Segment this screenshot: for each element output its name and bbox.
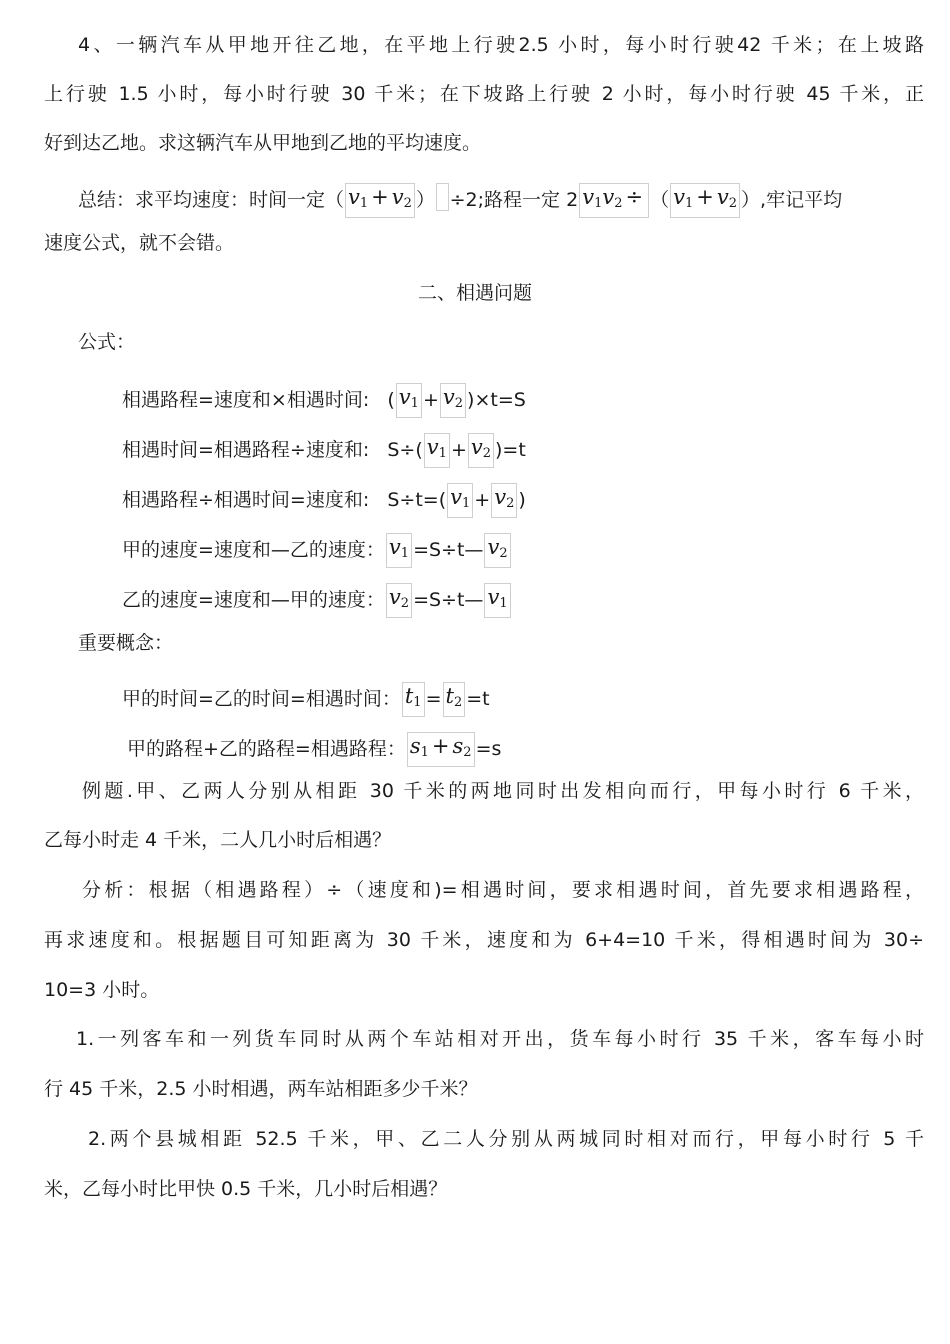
analysis-line2: 再求速度和。根据题目可知距离为 30 千米，速度和为 6+4=10 千米，得相遇时间为 30÷ bbox=[44, 929, 924, 951]
formula-blank bbox=[436, 183, 449, 211]
formula-4: 甲的速度=速度和—乙的速度： $v_1$ =S÷t— $v_2$ bbox=[122, 533, 924, 568]
exercise1-line1: 1.一列客车和一列货车同时从两个车站相对开出，货车每小时行 35 千米，客车每小时 bbox=[76, 1028, 924, 1050]
example-line2: 乙每小时走 4 千米，二人几小时后相遇？ bbox=[44, 829, 392, 851]
v1-box: $v_1$ bbox=[484, 583, 510, 618]
formula-v1-plus-v2-b: $v_1 + v_2$ bbox=[670, 183, 740, 218]
formula-5: 乙的速度=速度和—甲的速度： $v_2$ =S÷t— $v_1$ bbox=[122, 583, 924, 618]
analysis-line1: 分析：根据（相遇路程）÷（速度和)=相遇时间，要求相遇时间，首先要求相遇路程， bbox=[82, 879, 924, 901]
t2-box: $t_2$ bbox=[443, 682, 466, 717]
exercise1-line2: 行 45 千米，2.5 小时相遇，两车站相距多少千米？ bbox=[44, 1078, 478, 1100]
v2-box: $v_2$ bbox=[491, 483, 517, 518]
formula-v1-plus-v2: $v_1 + v_2$ bbox=[345, 183, 415, 218]
formula-1: 相遇路程=速度和×相遇时间: ( $v_1 + v_2$ )×t=S bbox=[122, 383, 924, 418]
formula-3: 相遇路程÷相遇时间=速度和: S÷t=( $v_1 + v_2$ ) bbox=[122, 483, 924, 518]
problem4-line2: 上行驶 1.5 小时，每小时行驶 30 千米；在下坡路上行驶 2 小时，每小时行驶 45 千米，正 bbox=[44, 83, 924, 105]
v1-box: $v_1$ bbox=[396, 383, 422, 418]
v2-box: $v_2$ bbox=[484, 533, 510, 568]
problem4-line1: 4、一辆汽车从甲地开往乙地，在平地上行驶2.5 小时，每小时行驶42 千米；在上坡路 bbox=[78, 34, 924, 56]
formula-2: 相遇时间=相遇路程÷速度和: S÷( $v_1 + v_2$ )=t bbox=[122, 433, 924, 468]
s1-plus-s2-box: $s_1 + s_2$ bbox=[407, 732, 475, 767]
concept-2: 甲的路程+乙的路程=相遇路程： $s_1 + s_2 =s$ bbox=[127, 732, 924, 767]
concepts-heading: 重要概念： bbox=[78, 632, 174, 654]
summary-prefix: 总结：求平均速度：时间一定（ bbox=[78, 189, 345, 211]
v1-box: $v_1$ bbox=[447, 483, 473, 518]
exercise2-line2: 米，乙每小时比甲快 0.5 千米，几小时后相遇？ bbox=[44, 1178, 448, 1200]
analysis-line3: 10=3 小时。 bbox=[44, 979, 160, 1001]
exercise2-line1: 2.两个县城相距 52.5 千米，甲、乙二人分别从两城同时相对而行，甲每小时行 5 千 bbox=[88, 1128, 924, 1150]
formula-v1v2-div: $v_1v_2$ ÷ bbox=[579, 183, 649, 218]
v1-box: $v_1$ bbox=[386, 533, 412, 568]
t1-box: $t_1$ bbox=[402, 682, 425, 717]
summary-line2: 速度公式，就不会错。 bbox=[44, 232, 235, 254]
example-line1: 例题.甲、乙两人分别从相距 30 千米的两地同时出发相向而行，甲每小时行 6 千米， bbox=[82, 780, 924, 802]
concept-1: 甲的时间=乙的时间=相遇时间： $t_1 = t_2 =t$ bbox=[122, 682, 924, 717]
v2-box: $v_2$ bbox=[386, 583, 412, 618]
v2-box: $v_2$ bbox=[440, 383, 466, 418]
summary-line1: 总结：求平均速度：时间一定（ $v_1 + v_2$ ） ÷2;路程一定 2 $v_1v_2$ ÷ （ $v_1 + v_2$ ）,牢记平均 bbox=[78, 183, 924, 218]
v1-box: $v_1$ bbox=[424, 433, 450, 468]
section-title: 二、相遇问题 bbox=[417, 282, 532, 304]
v2-box: $v_2$ bbox=[468, 433, 494, 468]
problem4-line3: 好到达乙地。求这辆汽车从甲地到乙地的平均速度。 bbox=[44, 132, 482, 154]
formula-heading: 公式： bbox=[78, 331, 136, 353]
